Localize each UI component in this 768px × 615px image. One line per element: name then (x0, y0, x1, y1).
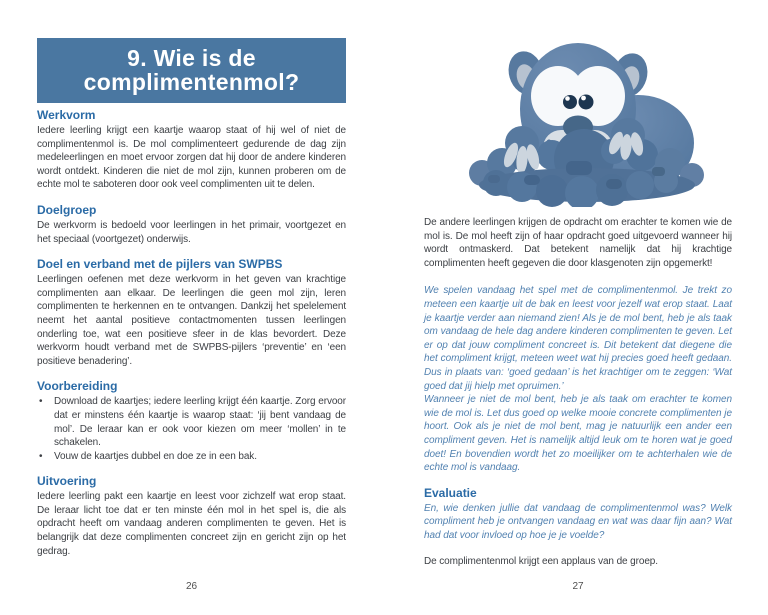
section-heading-voorbereiding: Voorbereiding (37, 379, 118, 394)
section-body-werkvorm: Iedere leerling krijgt een kaartje waarop staat of hij wel of niet de complimentenmol is. De mol complimenteert gedurende de dag zijn medeleerlingen en moet ervoor zorgen dat hij door de andere kinderen wordt ontdekt. Kinderen die niet de mol zijn, kunnen proberen om de echte mol te saboteren door ook veel complimenten uit te delen. (37, 125, 346, 191)
section-heading-evaluatie: Evaluatie (424, 485, 477, 500)
teacher-script-block (424, 284, 732, 474)
page-number-right: 27 (572, 581, 584, 592)
section-heading-werkvorm: Werkvorm (37, 108, 96, 122)
evaluation-script-block (424, 502, 732, 543)
list-item: • Download de kaartjes; iedere leerling krijgt één kaartje. Zorg ervoor dat er minstens één kaartje is waarop staat: ‘jij bent vandaag de mol’. De leraar kan er ook voor kiezen om meer ‘mollen’ in te schakelen. (37, 395, 346, 449)
chapter-title-banner (37, 38, 346, 103)
section-body-uitvoering: Iedere leerling pakt een kaartje en leest voor zichzelf wat erop staat. De leraar licht toe dat er ten minste één mol in het spel is, die als opdracht heeft om vandaag anderen complimenten te geven. Het is belangrijk dat deze complimenten concreet zijn en gericht zijn op het gedrag. (37, 491, 346, 557)
teacher-script-paragraph: Wanneer je niet de mol bent, heb je als taak om erachter te komen wie de mol is. Let dus goed op welke mooie concrete complimenten je hoort. Ook als je niet de mol bent, mag je natuurlijk een ander een compliment geven. Het is namelijk altijd leuk om te horen wat je goed doet! En bovendien wordt het zo moeilijker om te achterhalen wie de echte mol is vandaag. (424, 394, 732, 474)
page-number-left: 26 (185, 581, 198, 592)
mole-illustration (466, 35, 708, 207)
intro-paragraph: De andere leerlingen krijgen de opdracht om erachter te komen wie de mol is. De mol heeft zijn of haar opdracht goed uitgevoerd wanneer hij wordt ontmaskerd. Dat betekent namelijk dat hij krachtige complimenten heeft gegeven die door klasgenoten zijn opgemerkt! (424, 217, 732, 269)
chapter-title-line1: 9. Wie is de (127, 45, 256, 71)
list-item: • Vouw de kaartjes dubbel en doe ze in een bak. (37, 450, 346, 464)
section-heading-uitvoering: Uitvoering (37, 474, 97, 489)
left-page (37, 0, 346, 558)
right-page (424, 0, 732, 569)
closing-paragraph: De complimentenmol krijgt een applaus van de groep. (424, 556, 658, 568)
section-heading-doelgroep: Doelgroep (37, 202, 97, 217)
evaluation-paragraph: En, wie denken jullie dat vandaag de complimentenmol was? Welk compliment heb je ontvangen vandaag en wat was daar fijn aan? Wat had dat voor invloed op hoe je je voelde? (424, 502, 732, 541)
section-heading-doel-swpbs: Doel en verband met de pijlers van SWPBS (37, 257, 283, 272)
illustration-area (424, 35, 732, 207)
chapter-title-line2: complimentenmol? (83, 69, 300, 95)
teacher-script-paragraph: We spelen vandaag het spel met de complimentenmol. Je trekt zo meteen een kaartje uit de bak en leest voor jezelf wat erop staat. Laat je kaartje verder aan niemand zien! Als je de mol bent, heb je als taak om vandaag de hele dag andere kinderen complimenten te geven. Let er op dat jouw compliment concreet is. Dit betekent dat diegene die het compliment krijgt, meteen weet wat hij precies goed heeft gedaan. Dus in plaats van: ‘goed gedaan’ is het krachtiger om te zeggen: ‘Wat goed dat jij hielp met opruimen.’ (424, 285, 732, 392)
voorbereiding-bullet-list (37, 395, 346, 463)
section-body-doel-swpbs: Leerlingen oefenen met deze werkvorm in het geven van krachtige complimenten aan elkaar. De leerlingen die geen mol zijn, leren complimenten te herkennen en te ontvangen. Dankzij het spelelement neemt het aantal positieve contactmomenten tussen leerlingen onderling toe, wat een positieve sfeer in de klas bevordert. Deze werkvorm houdt verband met de SWPBS-pijlers ‘preventie’ en ‘een positieve benadering’. (37, 274, 346, 367)
section-body-doelgroep: De werkvorm is bedoeld voor leerlingen in het primair, voortgezet en het speciaal (voortgezet) onderwijs. (37, 219, 346, 245)
